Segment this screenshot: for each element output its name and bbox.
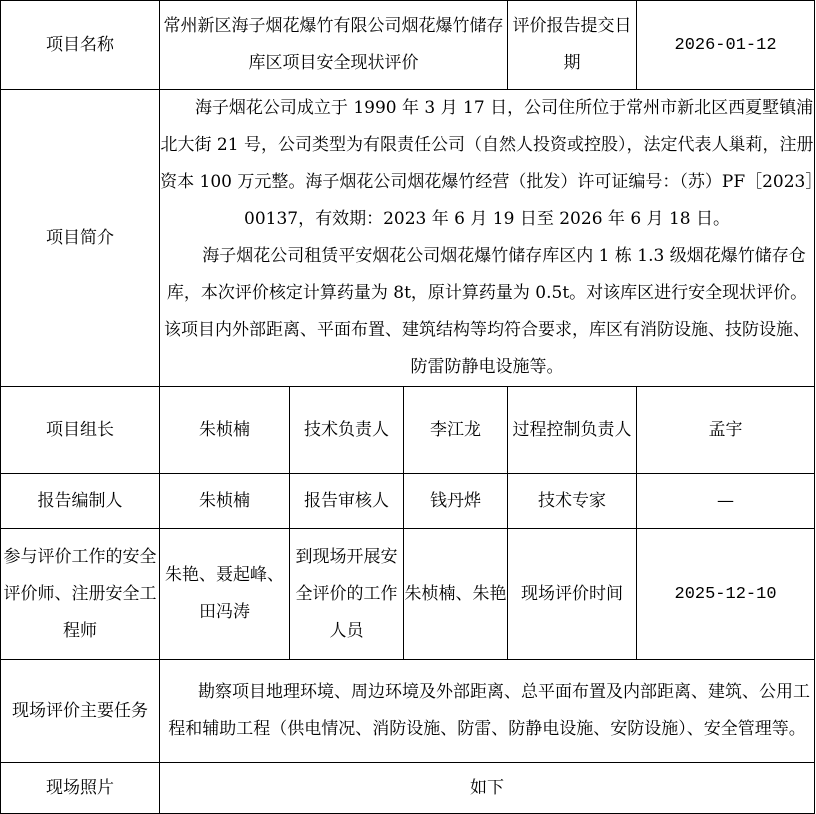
photos-value: 如下 — [160, 763, 815, 814]
onsite-staff-label: 到现场开展安全评价的工作人员 — [290, 529, 404, 660]
row-team — [1, 387, 815, 474]
report-author-label: 报告编制人 — [1, 474, 160, 529]
tasks-label: 现场评价主要任务 — [1, 660, 160, 763]
row-participants — [1, 529, 815, 660]
project-intro-text — [160, 90, 815, 387]
row-project-name — [1, 1, 815, 90]
submit-date-label: 评价报告提交日期 — [508, 1, 637, 90]
tech-lead-value: 李江龙 — [404, 387, 508, 474]
onsite-time-label: 现场评价时间 — [508, 529, 637, 660]
project-intro-label: 项目简介 — [1, 90, 160, 387]
team-leader-label: 项目组长 — [1, 387, 160, 474]
report-author-value: 朱桢楠 — [160, 474, 290, 529]
photos-label: 现场照片 — [1, 763, 160, 814]
tasks-text — [160, 660, 815, 763]
project-name-label: 项目名称 — [1, 1, 160, 90]
tech-expert-label: 技术专家 — [508, 474, 637, 529]
row-report — [1, 474, 815, 529]
row-tasks — [1, 660, 815, 763]
intro-paragraph-2: 海子烟花公司租赁平安烟花公司烟花爆竹储存库区内 1 栋 1.3 级烟花爆竹储存仓库，本次评价核定计算药量为 8t，原计算药量为 0.5t。对该库区进行安全现状评价。该项目内外部距离、平面布置、建筑结构等均符合要求，库区有消防设施、技防设施、防雷防静电设施等。 — [164, 246, 810, 377]
team-leader-value: 朱桢楠 — [160, 387, 290, 474]
report-reviewer-value: 钱丹烨 — [404, 474, 508, 529]
submit-date-value: 2026-01-12 — [637, 1, 815, 90]
onsite-time-value: 2025-12-10 — [637, 529, 815, 660]
project-name-value: 常州新区海子烟花爆竹有限公司烟花爆竹储存库区项目安全现状评价 — [160, 1, 508, 90]
intro-paragraph-1: 海子烟花公司成立于 1990 年 3 月 17 日，公司住所位于常州市新北区西夏墅镇浦北大街 21 号，公司类型为有限责任公司（自然人投资或控股），法定代表人巢莉，注册资本 100 万元整。海子烟花公司烟花爆竹经营（批发）许可证编号：（苏）PF［2023］00137，有效期：2023 年 6 月 19 日至 2026 年 6 月 18 日。 — [160, 98, 814, 229]
row-photos — [1, 763, 815, 814]
report-reviewer-label: 报告审核人 — [290, 474, 404, 529]
tech-lead-label: 技术负责人 — [290, 387, 404, 474]
tasks-paragraph: 勘察项目地理环境、周边环境及外部距离、总平面布置及内部距离、建筑、公用工程和辅助工程（供电情况、消防设施、防雷、防静电设施、安防设施）、安全管理等。 — [168, 682, 810, 739]
onsite-staff-value: 朱桢楠、朱艳 — [404, 529, 508, 660]
process-control-label: 过程控制负责人 — [508, 387, 637, 474]
row-project-intro — [1, 90, 815, 387]
participants-label: 参与评价工作的安全评价师、注册安全工程师 — [1, 529, 160, 660]
process-control-value: 孟宇 — [637, 387, 815, 474]
tech-expert-value: — — [637, 474, 815, 529]
participants-value: 朱艳、聂起峰、田冯涛 — [160, 529, 290, 660]
